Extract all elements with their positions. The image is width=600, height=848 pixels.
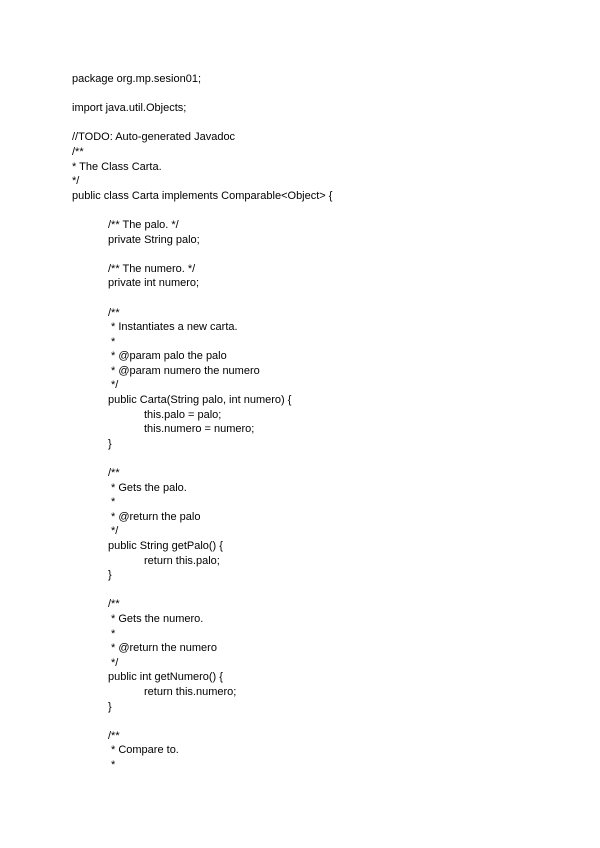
code-line: /** [72, 145, 84, 158]
code-line: * Gets the numero. [111, 612, 204, 625]
code-line-blank [72, 291, 332, 306]
code-line-blank [72, 203, 332, 218]
code-line: package org.mp.sesion01; [72, 73, 202, 85]
code-line-blank [72, 116, 332, 131]
code-line: private int numero; [108, 277, 200, 290]
code-line: public Carta(String palo, int numero) { [108, 394, 292, 407]
code-line: public String getPalo() { [108, 540, 223, 552]
code-line: } [108, 700, 112, 713]
code-line: } [108, 437, 112, 450]
code-line: * @return the palo [111, 510, 201, 523]
source-code-listing [72, 72, 332, 773]
code-line: } [108, 569, 112, 582]
code-line: */ [111, 525, 119, 538]
code-line-blank [72, 87, 332, 102]
code-line: /** [108, 306, 120, 319]
code-line: * Instantiates a new carta. [111, 321, 238, 334]
code-line: import java.util.Objects; [72, 102, 187, 115]
code-line: * [111, 627, 116, 640]
code-line: * Compare to. [111, 744, 179, 757]
code-line: /** The numero. */ [108, 262, 196, 275]
code-line: */ [72, 175, 80, 188]
code-line: //TODO: Auto-generated Javadoc [72, 131, 236, 144]
code-line: /** [108, 598, 120, 611]
code-line: /** [108, 729, 120, 742]
code-line: /** The palo. */ [108, 218, 179, 231]
code-line: * [111, 335, 116, 348]
code-line: * Gets the palo. [111, 481, 187, 494]
code-line: * @return the numero [111, 642, 217, 655]
code-line: this.palo = palo; [144, 408, 222, 421]
code-line: * @param numero the numero [111, 364, 260, 377]
code-line-blank [72, 714, 332, 729]
code-line: */ [111, 656, 119, 669]
code-line: /** [108, 467, 120, 480]
code-line-blank [72, 451, 332, 466]
code-line: this.numero = numero; [144, 423, 255, 436]
code-line: * The Class Carta. [72, 160, 162, 173]
code-line-blank [72, 583, 332, 598]
code-line: return this.palo; [144, 554, 220, 567]
code-line: public int getNumero() { [108, 671, 223, 684]
code-line: * [111, 496, 116, 509]
code-line: public class Carta implements Comparable<Object> { [72, 189, 333, 202]
code-line: private String palo; [108, 233, 200, 246]
code-line: * @param palo the palo [111, 350, 227, 363]
code-line-blank [72, 247, 332, 262]
code-line: */ [111, 379, 119, 392]
code-line: return this.numero; [144, 685, 237, 698]
code-line: * [111, 758, 116, 771]
